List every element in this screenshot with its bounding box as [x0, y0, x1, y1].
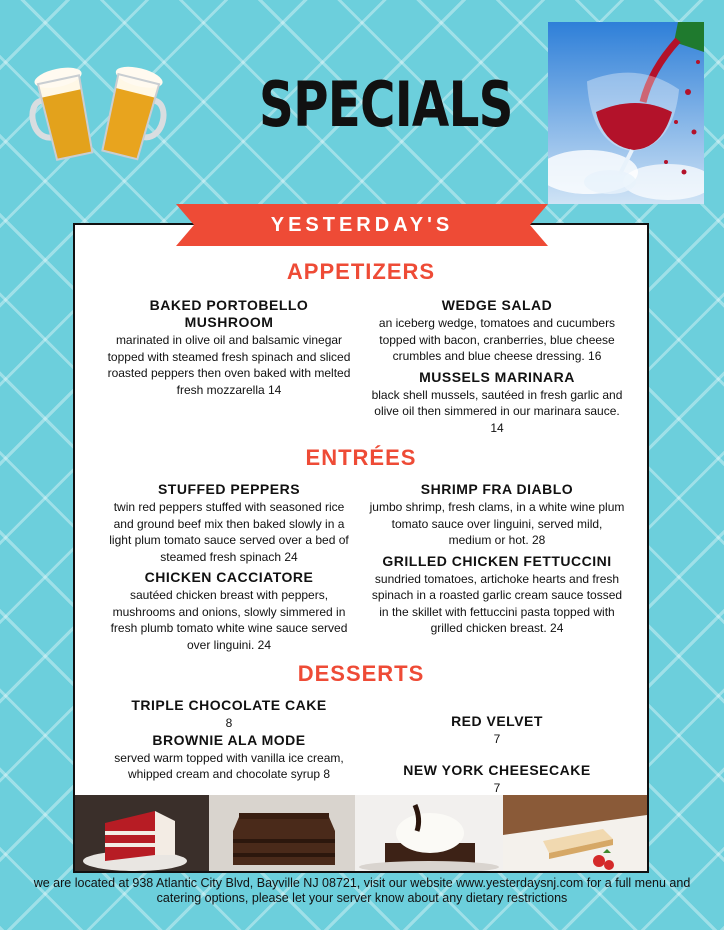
menu-item [103, 697, 355, 732]
item-name: WEDGE SALAD [441, 297, 553, 313]
item-price: 7 [493, 732, 501, 746]
item-name: RED VELVET [451, 713, 543, 729]
menu-item [369, 762, 625, 797]
item-description: marinated in olive oil and balsamic vinegar topped with steamed fresh spinach and sliced roasted peppers then oven baked with melted fresh mozzarella 14 [107, 333, 351, 397]
item-description: sundried tomatoes, artichoke hearts and fresh spinach in a roasted garlic cream sauce tossed in the skillet with fettuccini pasta topped with grilled chicken breast. 24 [371, 571, 623, 635]
item-description: served warm topped with vanilla ice cream, whipped cream and chocolate syrup 8 [114, 750, 344, 781]
menu-item [369, 553, 625, 637]
footer-text: we are located at 938 Atlantic City Blvd, Bayville NJ 08721, visit our website www.yesterdaysnj.com for a full menu and catering options, please let your server know about any dietary restrictions [33, 876, 691, 905]
red-velvet-cake-photo [75, 795, 209, 873]
item-name: GRILLED CHICKEN FETTUCCINI [382, 552, 612, 569]
section-title-desserts: DESSERTS [297, 661, 425, 686]
entrees-right-column [369, 481, 625, 641]
item-description: twin red peppers stuffed with seasoned rice and ground beef mix then baked slowly in a light plum tomato sauce served over a bed of steamed fresh spinach 24 [109, 500, 349, 564]
menu-item [367, 297, 627, 365]
item-price: 8 [225, 716, 233, 730]
section-title-appetizers: APPETIZERS [286, 259, 436, 284]
item-description: sautéed chicken breast with peppers, mushrooms and onions, slowly simmered in fresh plumb tomato white wine sauce served over linguini. 24 [110, 588, 348, 652]
item-description: black shell mussels, sautéed in fresh garlic and olive oil then simmered in our marinara sauce. 14 [371, 387, 623, 435]
menu-item [99, 297, 359, 398]
item-name: BROWNIE ALA MODE [152, 731, 306, 748]
menu-card [73, 223, 649, 873]
entrees-left-column [103, 481, 355, 657]
item-name: BAKED PORTOBELLO MUSHROOM [149, 297, 309, 330]
menu-item [103, 569, 355, 653]
item-description: jumbo shrimp, fresh clams, in a white wine plum tomato sauce over linguini, served mild, medium or hot. 28 [369, 500, 625, 547]
item-name: TRIPLE CHOCOLATE CAKE [131, 697, 327, 713]
beer-glasses-toast-icon [20, 40, 180, 170]
item-name: NEW YORK CHEESECAKE [403, 761, 591, 778]
red-wine-pour-icon [548, 22, 704, 204]
item-name: MUSSELS MARINARA [419, 368, 575, 385]
menu-item [367, 369, 627, 437]
desserts-right-column [369, 713, 625, 800]
desserts-left-column [103, 697, 355, 787]
appetizers-left-column [99, 297, 359, 402]
item-price: 7 [493, 780, 501, 795]
menu-item [369, 481, 625, 549]
dessert-photo-strip [75, 795, 647, 873]
banner-label: YESTERDAY'S [270, 214, 454, 236]
menu-item [103, 732, 355, 783]
page-title: SPECIALS [259, 68, 513, 141]
appetizers-right-column [367, 297, 627, 440]
section-title-entrees: ENTRÉES [305, 445, 417, 470]
cheesecake-photo [503, 795, 647, 873]
item-name: STUFFED PEPPERS [157, 481, 301, 497]
item-name: SHRIMP FRA DIABLO [420, 481, 574, 497]
brownie-ala-mode-photo [355, 795, 503, 873]
item-name: CHICKEN CACCIATORE [144, 569, 314, 585]
menu-item [369, 713, 625, 748]
menu-item [103, 481, 355, 565]
item-description: an iceberg wedge, tomatoes and cucumbers topped with bacon, cranberries, blue cheese crumbles and blue cheese dressing. 16 [378, 316, 616, 363]
chocolate-cake-photo [209, 795, 355, 873]
